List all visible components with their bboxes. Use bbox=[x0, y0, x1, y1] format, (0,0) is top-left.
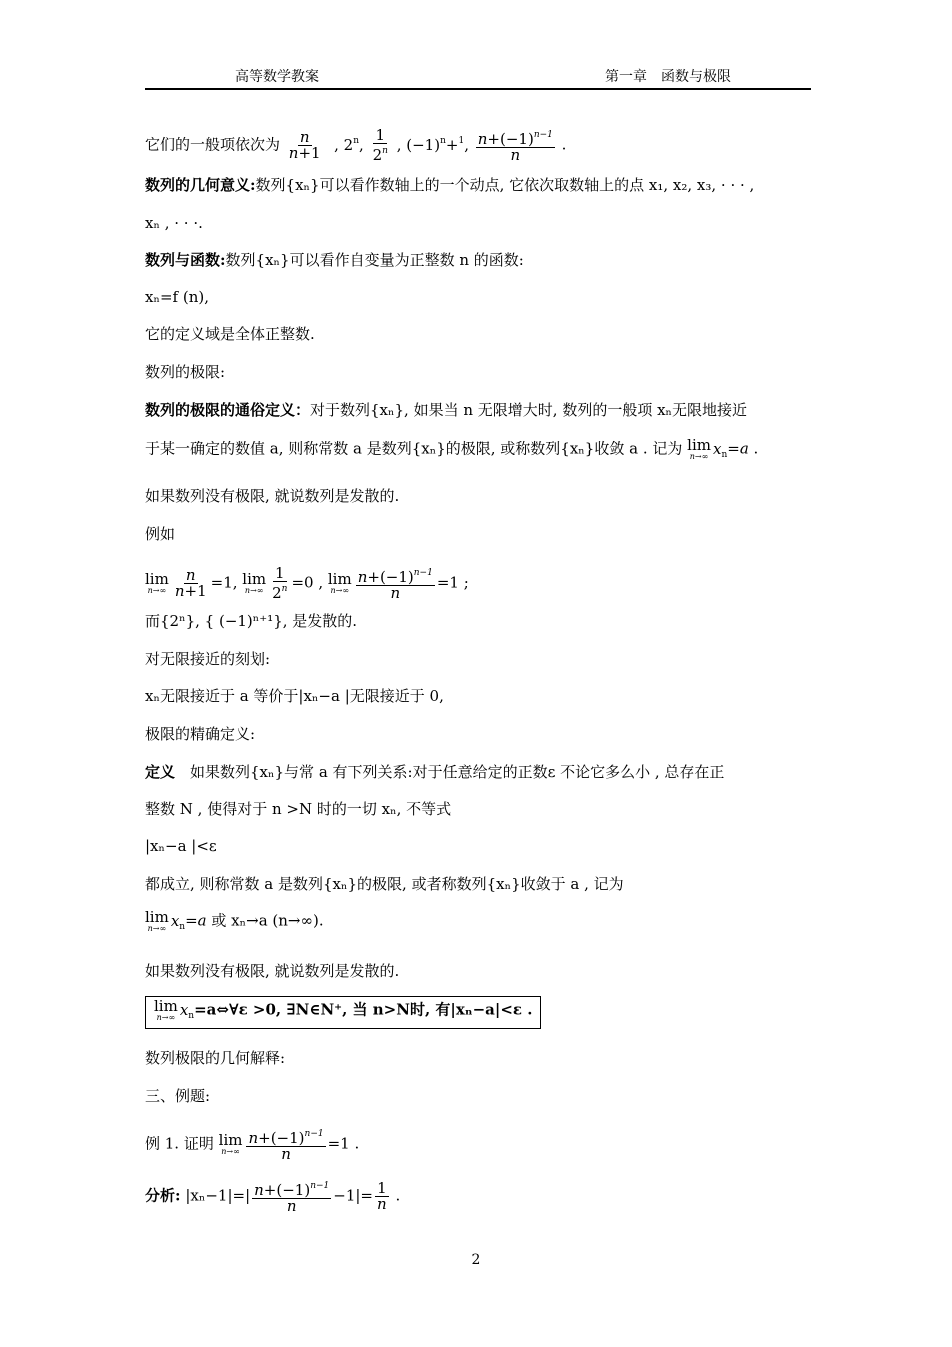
limit-notation: lim n→∞ bbox=[687, 436, 711, 461]
divergent-examples: 而{2ⁿ}, { (−1)ⁿ⁺¹}, 是发散的. bbox=[145, 612, 358, 630]
page-number: 2 bbox=[471, 1252, 481, 1268]
general-terms-line: 它们的一般项依次为 $\frac{n}{n+1}$ , 2$^n$, $\frac{1}{2^n}$ , $(-1)^n+^1$, $\frac{n+(-1)^{n-1}}{n}$ . bbox=[145, 126, 567, 164]
limit-notation-line: lim n→∞ $x_n=a$ 或 xₙ→a (n→∞). bbox=[145, 908, 324, 933]
formal-definition-line: 定义 如果数列{xₙ}与常 a 有下列关系:对于任意给定的正数ε 不论它多么小 , 总存在正 bbox=[145, 763, 725, 781]
informal-definition-line-2: 于某一确定的数值 a, 则称常数 a 是数列{xₙ}的极限, 或称数列{xₙ}收敛 a . 记为 lim n→∞ $x_n=a$ . bbox=[145, 436, 759, 461]
epsilon-n-definition-box: lim n→∞ $x_n=a\Leftrightarrow\forall\varepsilon >0$, ∃N∈N⁺, 当 n>N时, 有|xₙ−a|<ε . bbox=[145, 996, 541, 1029]
limit-section-title: 数列的极限: bbox=[145, 363, 226, 381]
approach-characterization: 对无限接近的刻划: bbox=[145, 650, 271, 668]
analysis-label: 分析: bbox=[145, 1186, 181, 1205]
page-header bbox=[145, 64, 811, 90]
header-chapter-title: 第一章 函数与极限 bbox=[605, 69, 731, 85]
example-label: 例如 bbox=[145, 525, 176, 543]
formal-definition-line-2: 整数 N , 使得对于 n >N 时的一切 xₙ, 不等式 bbox=[145, 800, 452, 818]
example-1-line: 例 1. 证明 lim n→∞ $\frac{n+(-1)^{n-1}}{n}$ =1 . bbox=[145, 1129, 360, 1163]
fraction-1-over-2n: $\frac{1}{2^n}$ bbox=[372, 126, 388, 164]
fraction-general-term: $\frac{n+(-1)^{n-1}}{n}$ bbox=[477, 130, 553, 164]
inequality: |xₙ−a |<ε bbox=[145, 837, 217, 855]
approach-equivalence: xₙ无限接近于 a 等价于|xₙ−a |无限接近于 0, bbox=[145, 687, 444, 705]
geometric-meaning-line: 数列的几何意义:数列{xₙ}可以看作数轴上的一个动点, 它依次取数轴上的点 x₁, x₂, x₃, · · · , bbox=[145, 176, 755, 194]
informal-definition-heading: 数列的极限的通俗定义： bbox=[145, 401, 311, 419]
function-formula: xₙ=f (n), bbox=[145, 288, 209, 306]
formal-definition-conclusion: 都成立, 则称常数 a 是数列{xₙ}的极限, 或者称数列{xₙ}收敛于 a , 记为 bbox=[145, 875, 624, 893]
sequence-function-heading: 数列与函数: bbox=[145, 251, 226, 269]
examples-section-title: 三、例题: bbox=[145, 1087, 211, 1105]
divergent-statement-2: 如果数列没有极限, 就说数列是发散的. bbox=[145, 962, 400, 980]
geometric-interpretation-title: 数列极限的几何解释: bbox=[145, 1049, 286, 1067]
analysis-line: 分析: |xₙ−1|=| $\frac{n+(-1)^{n-1}}{n}$ −1|= $\frac{1}{n}$ . bbox=[145, 1179, 401, 1215]
geometric-meaning-heading: 数列的几何意义: bbox=[145, 176, 256, 194]
domain-statement: 它的定义域是全体正整数. bbox=[145, 325, 315, 343]
sequence-function-line: 数列与函数:数列{xₙ}可以看作自变量为正整数 n 的函数: bbox=[145, 251, 524, 269]
divergent-statement: 如果数列没有极限, 就说数列是发散的. bbox=[145, 487, 400, 505]
precise-definition-title: 极限的精确定义: bbox=[145, 725, 256, 743]
fraction-n-over-n-plus-1: $\frac{n}{n+1}$ bbox=[288, 128, 321, 162]
definition-label: 定义 bbox=[145, 763, 176, 781]
informal-definition-line: 数列的极限的通俗定义：对于数列{xₙ}, 如果当 n 无限增大时, 数列的一般项 xₙ无限地接近 bbox=[145, 401, 748, 419]
points-continuation-line: xₙ , · · ·. bbox=[145, 214, 203, 232]
boxed-definition bbox=[145, 996, 811, 1029]
example-limits-line: lim n→∞ $\frac{n}{n+1}$ =1, lim n→∞ $\frac{1}{2^n}$ =0 , lim n→∞ $\frac{n+(-1)^{n-1}}{n}$ =1 ; bbox=[145, 564, 469, 602]
header-course-title: 高等数学教案 bbox=[235, 69, 319, 85]
